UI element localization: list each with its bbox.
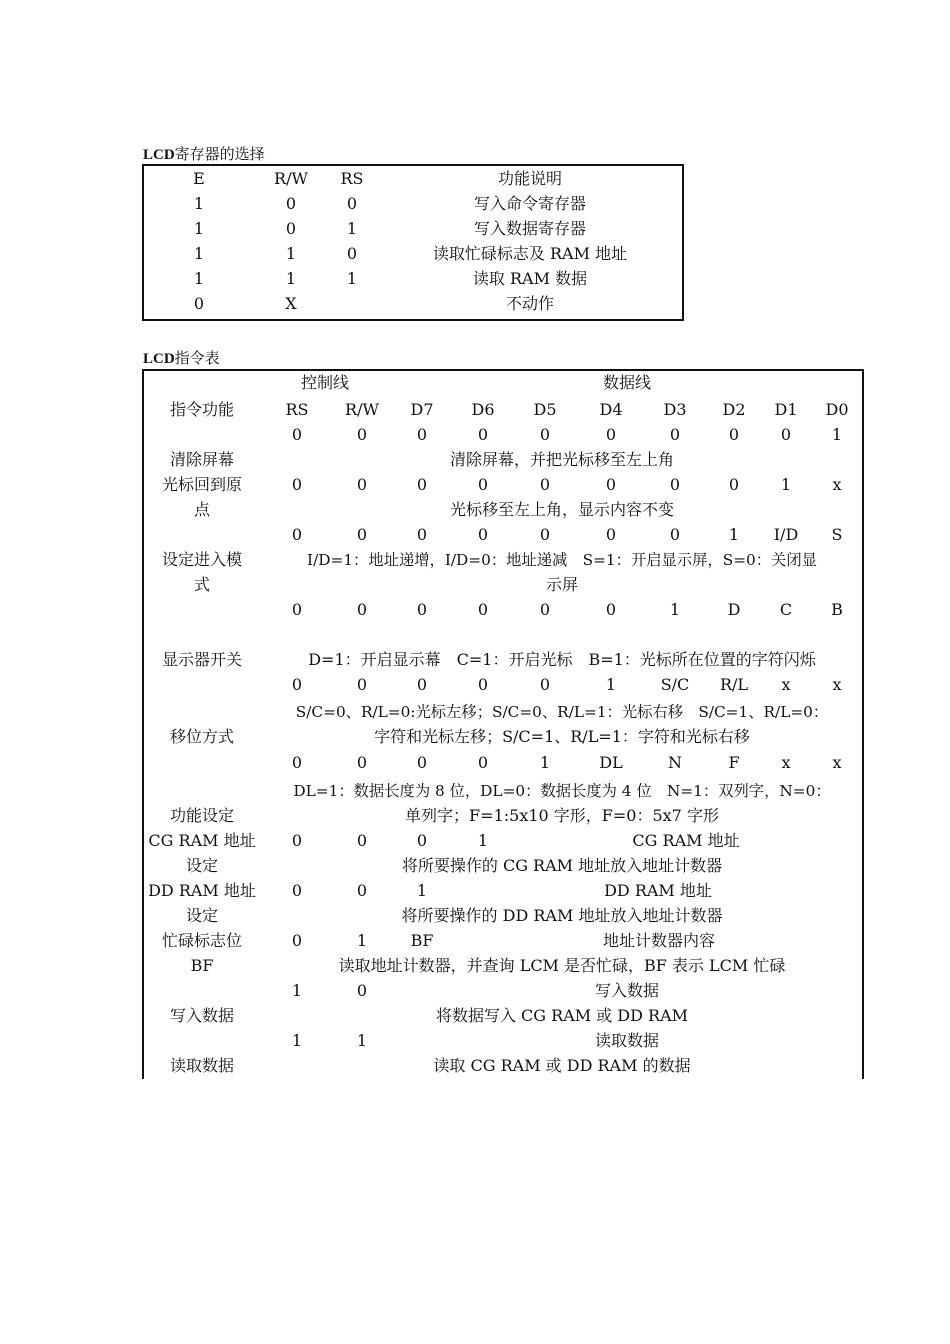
instruction-name: 忙碌标志位	[161, 931, 243, 950]
bit-cell: 0	[605, 525, 617, 544]
bit-cell: 0	[356, 881, 368, 900]
instruction-desc-cont: 字符和光标左移；S/C=1、R/L=1：字符和光标右移	[374, 727, 750, 746]
bit-cell: 1	[831, 425, 843, 444]
cell-rw: X	[285, 294, 297, 313]
instruction-desc-cont: 示屏	[545, 575, 579, 594]
bit-cell: 0	[728, 475, 740, 494]
bit-cell: 0	[669, 425, 681, 444]
bit-cell: B	[831, 600, 843, 619]
instruction-desc: D=1：开启显示幕 C=1：开启光标 B=1：光标所在位置的字符闪烁	[308, 650, 816, 669]
table1-caption-bold: LCD	[143, 147, 175, 163]
bit-cell: 0	[669, 525, 681, 544]
bit-cell: 0	[477, 525, 489, 544]
bit-cell: 0	[539, 475, 551, 494]
bit-cell: S	[831, 525, 843, 544]
address-cell: 读取数据	[594, 1031, 660, 1050]
instruction-name: 清除屏幕	[169, 450, 235, 469]
table2-caption-text: 指令表	[174, 349, 220, 367]
bit-cell: C	[779, 600, 793, 619]
bit-cell: F	[728, 753, 740, 772]
cell-rs: 1	[346, 269, 358, 288]
cell-rw: 1	[285, 269, 297, 288]
bit-cell: S/C	[660, 675, 690, 694]
bit-cell: 0	[356, 475, 368, 494]
table2-caption-bold: LCD	[143, 351, 175, 367]
bit-cell: x	[832, 675, 842, 694]
bit-header: R/W	[345, 400, 379, 419]
instruction-desc: 清除屏幕，并把光标移至左上角	[449, 450, 675, 469]
instruction-name-cont: 设定	[185, 906, 219, 925]
instruction-desc: DL=1：数据长度为 8 位，DL=0：数据长度为 4 位 N=1：双列字，N=0：	[293, 782, 831, 800]
cell-rw: 0	[285, 194, 297, 213]
bit-cell: 0	[477, 475, 489, 494]
bit-cell: 1	[356, 931, 368, 950]
instruction-name: 读取数据	[169, 1056, 235, 1075]
instruction-name-cont: BF	[190, 956, 214, 975]
header-e: E	[193, 169, 205, 188]
instruction-name: 功能设定	[169, 806, 235, 825]
bit-cell: 0	[416, 475, 428, 494]
bit-cell: 0	[291, 525, 303, 544]
bit-cell: 0	[291, 931, 303, 950]
address-cell: 地址计数器内容	[602, 931, 716, 950]
bit-cell: 1	[780, 475, 792, 494]
instruction-name: DD RAM 地址	[148, 881, 256, 900]
bit-cell: 0	[416, 525, 428, 544]
cell-function: 不动作	[505, 294, 555, 313]
instruction-name: 写入数据	[169, 1006, 235, 1025]
bit-cell: D	[727, 600, 741, 619]
table1-caption-text: 寄存器的选择	[174, 145, 265, 163]
bit-cell: 0	[416, 600, 428, 619]
bit-cell: 1	[291, 981, 303, 1000]
bit-cell: 0	[356, 425, 368, 444]
bit-cell: 1	[728, 525, 740, 544]
cell-function: 读取忙碌标志及 RAM 地址	[432, 244, 628, 263]
bit-cell: 0	[477, 675, 489, 694]
cell-function: 读取 RAM 数据	[472, 269, 588, 288]
instruction-name: 移位方式	[169, 727, 235, 746]
instruction-name: 光标回到原	[161, 475, 243, 494]
instruction-name: CG RAM 地址	[148, 831, 256, 850]
instruction-desc: 读取地址计数器，并查询 LCM 是否忙碌，BF 表示 LCM 忙碌	[338, 956, 786, 975]
bit-cell: 0	[416, 753, 428, 772]
bit-cell: x	[781, 675, 791, 694]
bit-cell: I/D	[773, 525, 799, 544]
bit-cell: 0	[477, 600, 489, 619]
instruction-desc: 将所要操作的 DD RAM 地址放入地址计数器	[401, 906, 723, 925]
header-rs: RS	[340, 169, 364, 188]
bit-cell: 0	[539, 675, 551, 694]
instruction-desc: 光标移至左上角，显示内容不变	[449, 500, 675, 519]
bit-cell: 0	[539, 425, 551, 444]
bit-cell: 0	[291, 675, 303, 694]
bit-cell: x	[781, 753, 791, 772]
bit-cell: N	[668, 753, 682, 772]
bit-cell: 0	[539, 525, 551, 544]
instruction-desc-cont: 单列字；F=1:5x10 字形，F=0：5x7 字形	[405, 806, 719, 825]
cell-rs: 0	[346, 194, 358, 213]
bit-cell: 1	[477, 831, 489, 850]
bit-cell: R/L	[719, 675, 749, 694]
bit-cell: 0	[291, 881, 303, 900]
bit-cell: 0	[356, 675, 368, 694]
bit-cell: 0	[416, 831, 428, 850]
bit-cell: 0	[477, 753, 489, 772]
instruction-desc: 将所要操作的 CG RAM 地址放入地址计数器	[401, 856, 723, 875]
cell-e: 1	[193, 219, 205, 238]
bit-cell: 0	[605, 475, 617, 494]
instruction-desc: S/C=0、R/L=0:光标左移；S/C=0、R/L=1：光标右移 S/C=1、R/L=0：	[295, 703, 829, 721]
instruction-name-cont: 设定	[185, 856, 219, 875]
instruction-name-cont: 式	[193, 575, 211, 594]
cell-function: 写入命令寄存器	[473, 194, 587, 213]
table2-caption	[143, 347, 220, 368]
bit-cell: 0	[539, 600, 551, 619]
bit-cell: DL	[599, 753, 623, 772]
address-cell: CG RAM 地址	[632, 831, 740, 850]
control-lines-header: 控制线	[300, 373, 350, 392]
address-cell: DD RAM 地址	[604, 881, 712, 900]
table1-caption	[143, 143, 265, 164]
data-lines-header: 数据线	[602, 373, 652, 392]
cell-rw: 0	[285, 219, 297, 238]
instruction-desc: I/D=1：地址递增，I/D=0：地址递减 S=1：开启显示屏，S=0：关闭显	[307, 551, 817, 569]
bit-cell: 0	[728, 425, 740, 444]
bit-header: D4	[599, 400, 623, 419]
bit-cell: 1	[416, 881, 428, 900]
bit-cell: 1	[669, 600, 681, 619]
bit-cell: 1	[539, 753, 551, 772]
bit-cell: 0	[605, 600, 617, 619]
cell-rw: 1	[285, 244, 297, 263]
cell-e: 1	[193, 194, 205, 213]
bit-cell: x	[832, 475, 842, 494]
bit-header: D1	[774, 400, 798, 419]
instruction-name-cont: 点	[193, 500, 211, 519]
bit-cell: 0	[291, 831, 303, 850]
bit-header: D6	[471, 400, 495, 419]
header-function: 功能说明	[497, 169, 563, 188]
bit-cell: 0	[291, 475, 303, 494]
bit-header: D0	[825, 400, 849, 419]
cell-rs: 0	[346, 244, 358, 263]
bit-cell: 0	[291, 600, 303, 619]
bit-header: D7	[410, 400, 434, 419]
cell-e: 1	[193, 269, 205, 288]
bit-cell: 0	[291, 753, 303, 772]
bit-cell: 0	[416, 425, 428, 444]
bit-cell: 0	[356, 753, 368, 772]
instruction-name: 设定进入模	[161, 550, 243, 569]
bit-cell: x	[832, 753, 842, 772]
bit-cell: 0	[477, 425, 489, 444]
cell-rs: 1	[346, 219, 358, 238]
bit-cell: 0	[356, 525, 368, 544]
bit-cell: 1	[356, 1031, 368, 1050]
bit-cell: 0	[291, 425, 303, 444]
bit-cell: 0	[605, 425, 617, 444]
bit-cell: 0	[780, 425, 792, 444]
cell-e: 0	[193, 294, 205, 313]
bit-header: D2	[722, 400, 746, 419]
bit-cell: 0	[356, 831, 368, 850]
bit-cell: 0	[669, 475, 681, 494]
address-cell: 写入数据	[594, 981, 660, 1000]
cell-function: 写入数据寄存器	[473, 219, 587, 238]
bit-cell: 0	[356, 981, 368, 1000]
bit-header: D5	[533, 400, 557, 419]
instruction-name: 显示器开关	[161, 650, 243, 669]
instruction-function-header: 指令功能	[169, 400, 235, 419]
instruction-desc: 将数据写入 CG RAM 或 DD RAM	[435, 1006, 689, 1025]
cell-e: 1	[193, 244, 205, 263]
bit-cell: 1	[605, 675, 617, 694]
bit-cell: 0	[356, 600, 368, 619]
bit-cell: BF	[410, 931, 434, 950]
header-rw: R/W	[274, 169, 308, 188]
instruction-desc: 读取 CG RAM 或 DD RAM 的数据	[433, 1056, 691, 1075]
bit-cell: 0	[416, 675, 428, 694]
bit-header: RS	[285, 400, 309, 419]
bit-cell: 1	[291, 1031, 303, 1050]
bit-header: D3	[663, 400, 687, 419]
